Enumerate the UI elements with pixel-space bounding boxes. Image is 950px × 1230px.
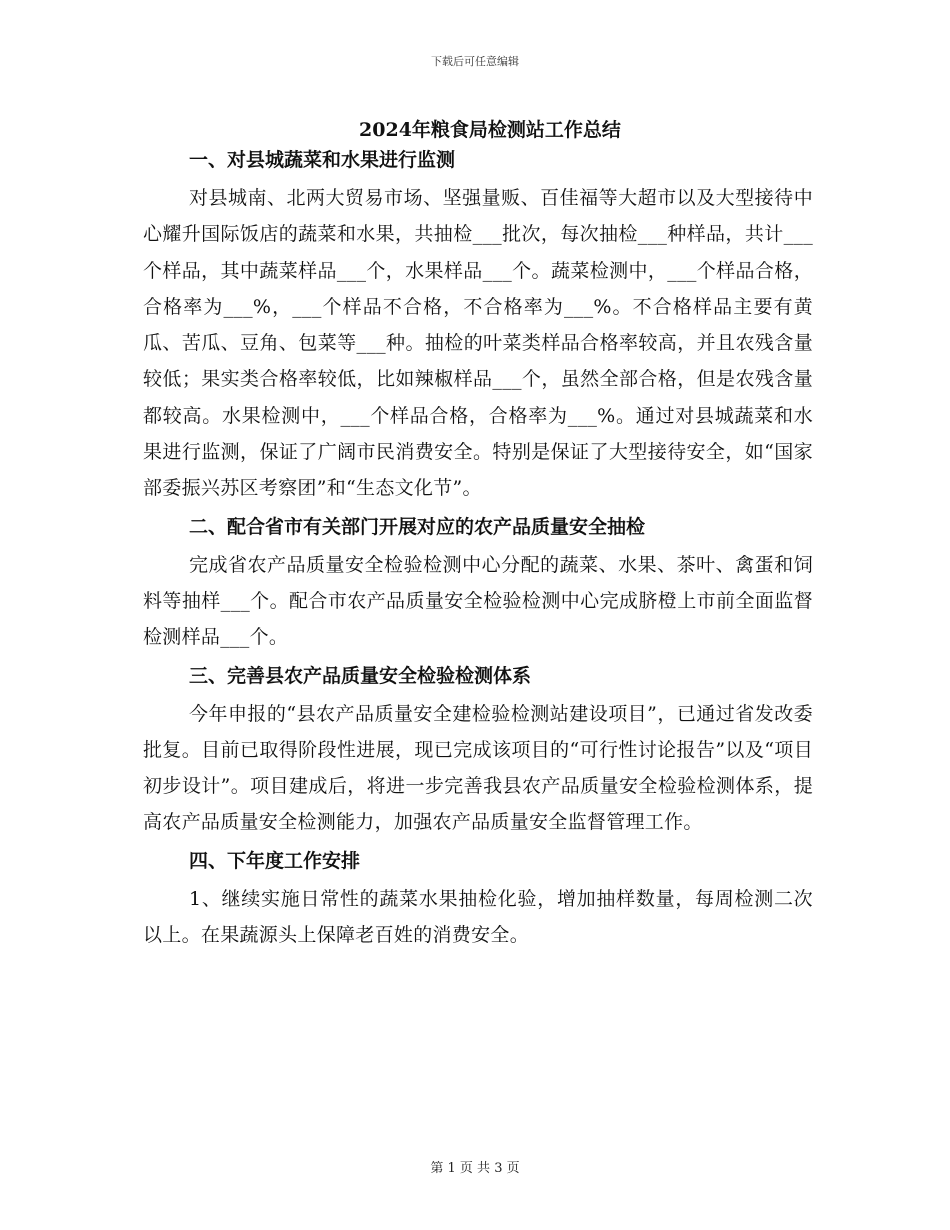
- section-heading: 三、完善县农产品质量安全检验检测体系: [189, 664, 532, 687]
- section-paragraph: 对县城南、北两大贸易市场、坚强量贩、百佳福等大超市以及大型接待中心耀升国际饭店的蔬菜和水果，共抽检___批次，每次抽检___种样品，共计___个样品，其中蔬菜样品___个，水果样品___个。蔬菜检测中，___个样品合格，合格率为___%，___个样品不合格，不合格率为___%。不合格样品主要有黄瓜、苦瓜、豆角、包菜等___种。抽检的叶菜类样品合格率较高，并且农残含量较低；果实类合格率较低，比如辣椒样品___个，虽然全部合格，但是农残含量都较高。水果检测中，___个样品合格，合格率为___%。通过对县城蔬菜和水果进行监测，保证了广阔市民消费安全。特别是保证了大型接待安全，如“国家部委振兴苏区考察团”和“生态文化节”。: [143, 187, 813, 500]
- section-2: [143, 507, 813, 656]
- section-4: [143, 841, 813, 954]
- section-1: [143, 140, 813, 507]
- section-paragraph: 今年申报的“县农产品质量安全建检验检测站建设项目”，已通过省发改委批复。目前已取得阶段性进展，现已完成该项目的“可行性讨论报告”以及“项目初步设计”。项目建成后，将进一步完善我县农产品质量安全检验检测体系，提高农产品质量安全检测能力，加强农产品质量安全监督管理工作。: [143, 702, 813, 834]
- document-body: [143, 140, 813, 953]
- section-3: [143, 656, 813, 841]
- section-heading: 四、下年度工作安排: [189, 849, 361, 872]
- section-heading: 一、对县城蔬菜和水果进行监测: [189, 149, 456, 171]
- document-title: 2024年粮食局检测站工作总结: [359, 119, 621, 141]
- section-paragraph: 1、继续实施日常性的蔬菜水果抽检化验，增加抽样数量，每周检测二次以上。在果蔬源头上保障老百姓的消费安全。: [143, 887, 813, 947]
- header-note: 下载后可任意编辑: [431, 55, 519, 68]
- section-heading: 二、配合省市有关部门开展对应的农产品质量安全抽检: [189, 515, 646, 538]
- section-paragraph: 完成省农产品质量安全检验检测中心分配的蔬菜、水果、茶叶、禽蛋和饲料等抽样___个。配合市农产品质量安全检验检测中心完成脐橙上市前全面监督检测样品___个。: [143, 553, 813, 649]
- page-number: 第 1 页 共 3 页: [430, 1161, 520, 1176]
